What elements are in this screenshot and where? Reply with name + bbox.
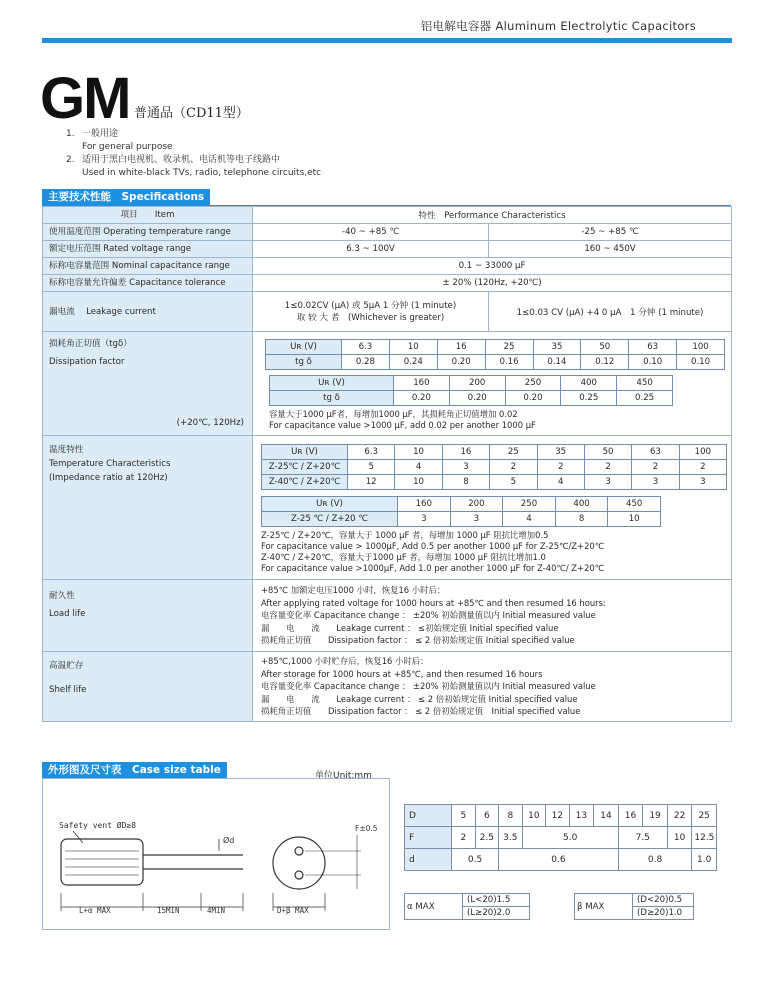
alpha-max-table: α MAX (L<20)1.5 (L≥20)2.0 (404, 893, 530, 920)
intro-item: 1. 一般用途 (66, 129, 119, 139)
capacitor-end-view (273, 837, 325, 889)
rated-voltage-low: 6.3 ~ 100V (253, 241, 489, 258)
table-row (43, 580, 732, 652)
dissipation-note: 容量大于1000 μF者，每增加1000 μF，其损耗角正切值增加 0.02 For capacitance value >1000 μF, add 0.02 per another 1000 μF (269, 409, 536, 430)
case-tab-label: 外形图及尺寸表 Case size table (42, 762, 227, 778)
op-temp-label: 使用温度范围 Operating temperature range (43, 224, 253, 241)
load-life-label: 耐久性 Load life (43, 580, 253, 652)
intro-item-en: For general purpose (82, 142, 173, 152)
beta-max-table: β MAX (D<20)0.5 (D≥20)1.0 (574, 893, 694, 920)
specs-tab-label: 主要技术性能 Specifications (42, 189, 210, 205)
unit-label: 单位Unit:mm (315, 771, 372, 781)
l-max-label: L+α MAX (79, 906, 111, 915)
shelf-life-label: 高温贮存 Shelf life (43, 652, 253, 722)
safety-vent-label: Safety vent ØD≥8 (59, 821, 137, 830)
shelf-life-value: +85℃,1000 小时贮存后，恢复16 小时后： After storage for 1000 hours at +85℃, and then resumed 16 hours 电容量变化率 Capacitance change ： ±20% 初始测量值以内 Initial measured value 漏 电 流 Leakage current ： ≤ 2 倍初始规定值 Initial specified value 损耗角正切值 Dissipation factor ： ≤ 2 倍初始规定值 Initial specified value (253, 652, 732, 722)
intro-item-en: Used in white-black TVs, radio, telephone circuits,etc (82, 168, 322, 178)
rated-voltage-high: 160 ~ 450V (489, 241, 732, 258)
min4-label: 4MIN (207, 906, 226, 915)
temp-char-label: 温度特性 Temperature Characteristics (Impedance ratio at 120Hz) (43, 436, 253, 580)
table-row (43, 652, 732, 722)
temp-char-table-low: Uʀ (V) 6.3 10 16 25 35 50 63 100 Z-25℃ / Z+20℃ 5 4 3 2 2 2 2 2 Z-40℃ / Z+20℃ 12 10 8 5 4 3 3 3 (261, 444, 727, 490)
table-row (43, 436, 732, 580)
temp-char-value (253, 436, 732, 580)
dimension-table (404, 804, 717, 871)
table-row (43, 241, 732, 258)
page-header-title: 铝电解电容器 Aluminum Electrolytic Capacitors (420, 19, 696, 33)
leakage-label: 漏电流 Leakage current (43, 292, 253, 332)
product-code: GM (40, 66, 130, 131)
dissipation-value (253, 332, 732, 436)
leakage-high: 1≤0.03 CV (μA) +4 0 μA 1 分钟 (1 minute) (489, 292, 732, 332)
dissipation-label: 损耗角正切值（tgδ） Dissipation factor (+20℃, 120Hz) (43, 332, 253, 436)
specs-table (42, 206, 732, 722)
table-row: d 0.5 0.6 0.8 1.0 (405, 849, 717, 871)
dissipation-table-high: Uʀ (V) 160 200 250 400 450 tg δ 0.20 0.20 0.20 0.25 0.25 (269, 375, 673, 406)
op-temp-high: -25 ~ +85 ℃ (489, 224, 732, 241)
capacitor-body (61, 839, 143, 885)
d-max-label: D+β MAX (277, 906, 309, 915)
rated-voltage-label: 额定电压范围 Rated voltage range (43, 241, 253, 258)
tolerance-label: 标称电容量允许偏差 Capacitance tolerance (43, 275, 253, 292)
phi-d-label: Ød (223, 836, 235, 845)
capacitor-outline-drawing (43, 779, 389, 929)
temp-char-notes: Z-25℃ / Z+20℃，容量大于 1000 μF 者，每增加 1000 μF 阻抗比增加0.5 For capacitance value > 1000μF, Add 0.5 per another 1000 μF for Z-25℃/Z+20℃ Z-40℃ / Z+20℃，容量大于1000 μF 者，每增加 1000 μF 阻抗比增加1.0 For capacitance value >1000μF, Add 1.0 per another 1000 μF for Z-40℃/ Z+20℃ (261, 530, 605, 573)
table-row (43, 332, 732, 436)
load-life-value: +85℃ 加额定电压1000 小时，恢复16 小时后： After applying rated voltage for 1000 hours at +85℃ and then resumed 16 hours: 电容量变化率 Capacitance change ： ±20% 初始测量值以内 Initial measured value 漏 电 流 Leakage current ： ≤初始规定值 Initial specified value 损耗角正切值 Dissipation factor ： ≤ 2 倍初始规定值 Initial specified value (253, 580, 732, 652)
table-row (43, 224, 732, 241)
temp-char-table-high: Uʀ (V) 160 200 250 400 450 Z-25 ℃ / Z+20 ℃ 3 3 4 8 10 (261, 496, 661, 527)
table-row (43, 275, 732, 292)
perf-header: 特性 Performance Characteristics (253, 207, 732, 224)
intro-list (66, 128, 321, 180)
intro-item: 2. 适用于黑白电视机、收录机、电话机等电子线路中 (66, 155, 281, 165)
case-drawing (42, 778, 390, 930)
table-row: F 2 2.5 3.5 5.0 7.5 10 12.5 (405, 827, 717, 849)
item-header: 项目 Item (43, 207, 253, 224)
table-row (43, 292, 732, 332)
table-row: D 5 6 8 10 12 13 14 16 19 22 25 (405, 805, 717, 827)
table-row (43, 258, 732, 275)
dissipation-table-low: Uʀ (V) 6.3 10 16 25 35 50 63 100 tg δ 0.28 0.24 0.20 0.16 0.14 0.12 0.10 0.10 (265, 339, 725, 370)
f-tolerance-label: F±0.5 (355, 824, 378, 833)
op-temp-low: -40 ~ +85 ℃ (253, 224, 489, 241)
leakage-low: 1≤0.02CV (μA) 或 5μA 1 分钟 (1 minute) 取 较 大 者 (Whichever is greater) (253, 292, 489, 332)
tolerance-value: ± 20% (120Hz, +20℃) (253, 275, 732, 292)
capacitance-value: 0.1 ~ 33000 μF (253, 258, 732, 275)
min15-label: 15MIN (157, 906, 180, 915)
header-rule (42, 38, 732, 43)
product-subtitle: 普通品（CD11型） (134, 106, 249, 121)
capacitance-label: 标称电容量范围 Nominal capacitance range (43, 258, 253, 275)
table-row (43, 207, 732, 224)
